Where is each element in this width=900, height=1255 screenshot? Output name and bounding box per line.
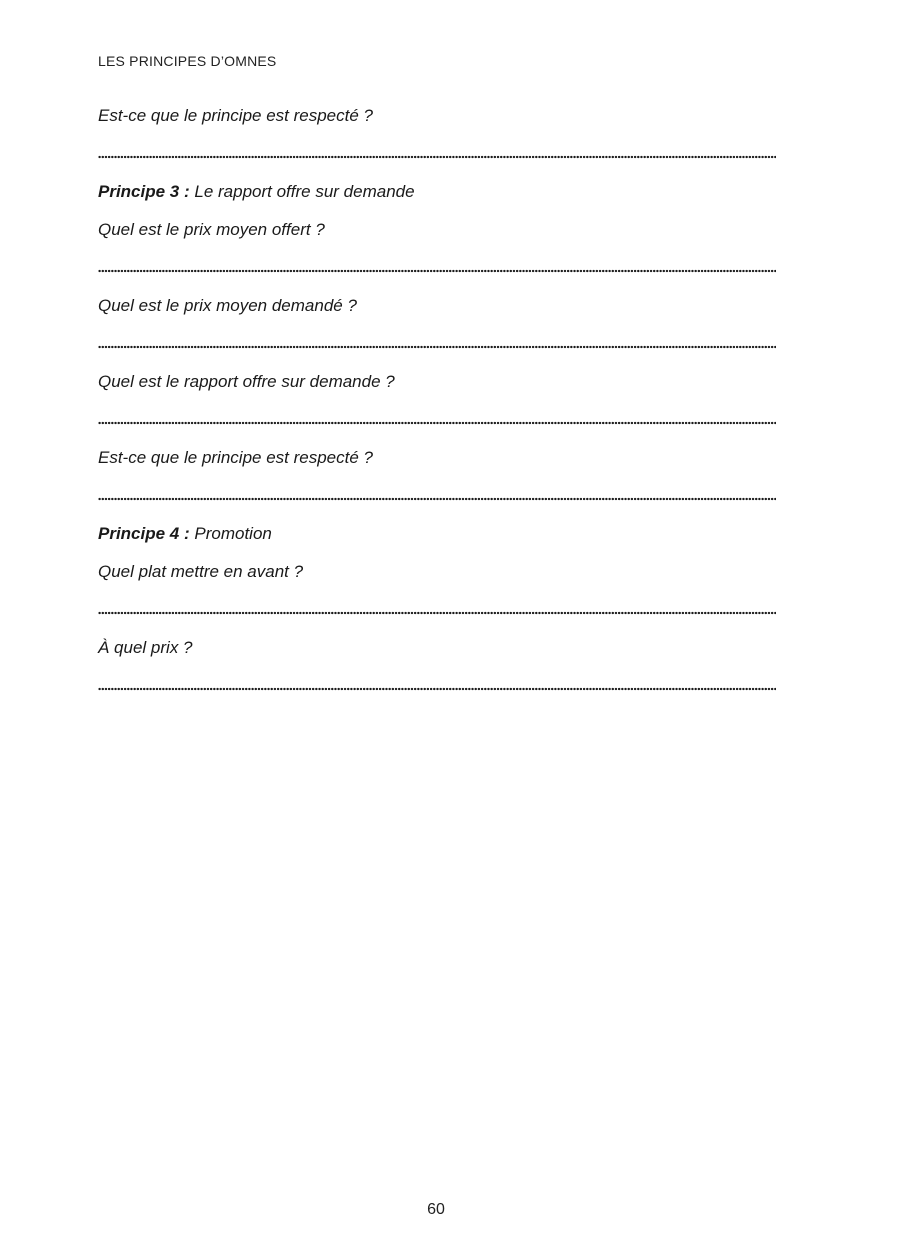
dotted-answer-line [98, 421, 776, 425]
principle-label: Principe 3 : [98, 182, 190, 201]
answer-line[interactable] [98, 142, 778, 180]
question-avg-price-offered: Quel est le prix moyen offert ? [98, 220, 325, 239]
question-principle-respected: Est-ce que le principe est respecté ? [98, 448, 373, 467]
principle-title: Le rapport offre sur demande [194, 182, 415, 201]
answer-line[interactable] [98, 484, 778, 522]
dotted-answer-line [98, 497, 776, 501]
running-header: LES PRINCIPES D’OMNES [98, 53, 277, 69]
page-number: 60 [427, 1201, 445, 1218]
question-featured-dish: Quel plat mettre en avant ? [98, 562, 304, 581]
dotted-answer-line [98, 269, 776, 273]
question-offer-demand-ratio: Quel est le rapport offre sur demande ? [98, 372, 395, 391]
principle-title: Promotion [194, 524, 272, 543]
answer-line[interactable] [98, 256, 778, 294]
question-avg-price-demanded: Quel est le prix moyen demandé ? [98, 296, 357, 315]
dotted-answer-line [98, 155, 776, 159]
dotted-answer-line [98, 345, 776, 349]
question-principle-respected: Est-ce que le principe est respecté ? [98, 106, 373, 125]
question-price: À quel prix ? [98, 638, 193, 657]
dotted-answer-line [98, 687, 776, 691]
principle-4-heading [98, 522, 778, 560]
dotted-answer-line [98, 611, 776, 615]
principle-label: Principe 4 : [98, 524, 190, 543]
worksheet [98, 104, 778, 712]
principle-3-heading [98, 180, 778, 218]
answer-line[interactable] [98, 598, 778, 636]
answer-line[interactable] [98, 674, 778, 712]
answer-line[interactable] [98, 408, 778, 446]
answer-line[interactable] [98, 332, 778, 370]
